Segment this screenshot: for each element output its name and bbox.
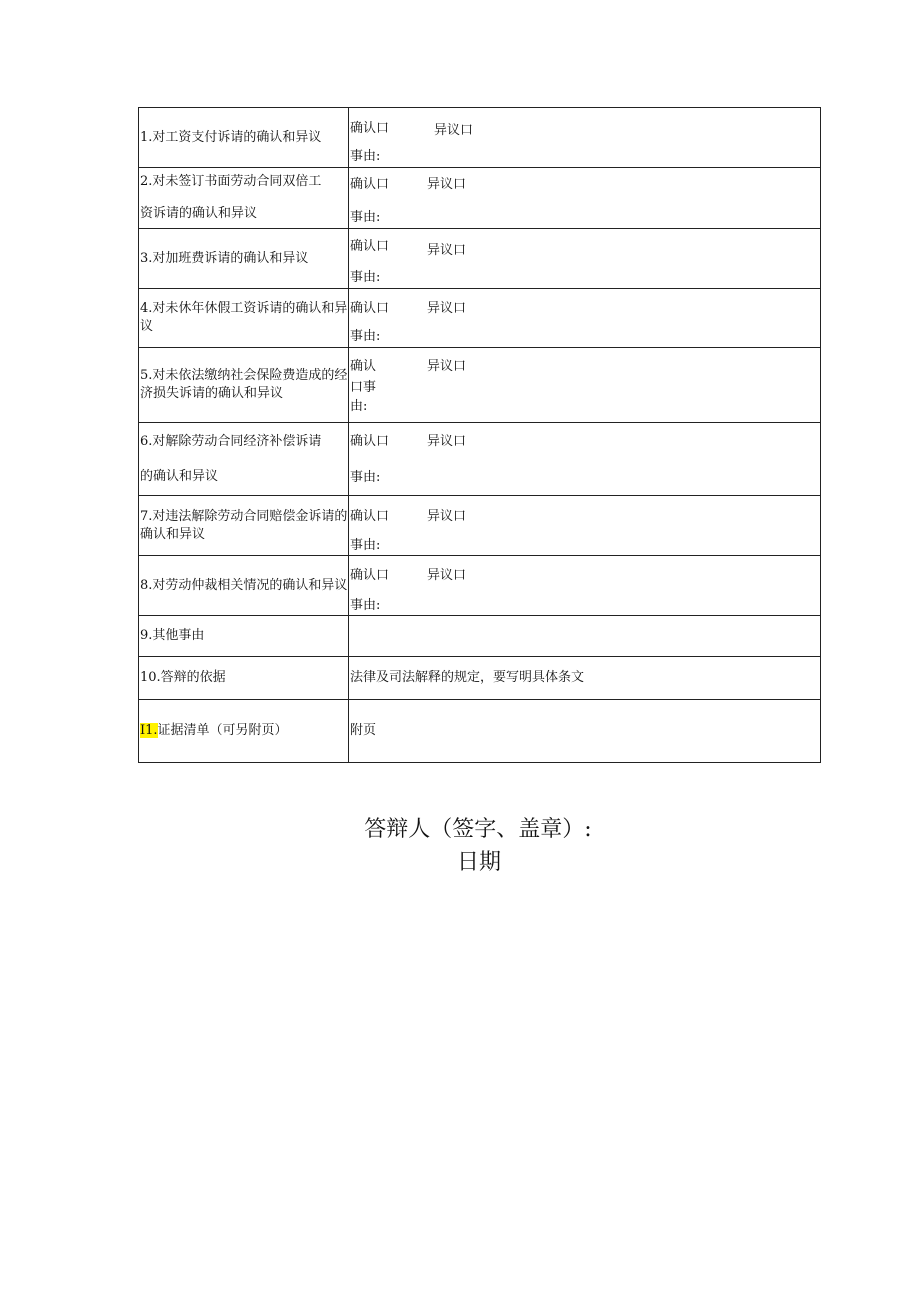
dispute-checkbox[interactable]: 异议口: [427, 177, 467, 192]
dispute-checkbox[interactable]: 异议口: [427, 359, 467, 374]
answer-cell: [349, 496, 821, 556]
table-row: [139, 423, 821, 496]
signature-date: 日期: [456, 850, 501, 875]
answer-cell: [349, 229, 821, 289]
evidence-label-text: 证据清单（可另附页）: [157, 723, 288, 738]
evidence-label: [139, 700, 349, 763]
answer-cell: [349, 348, 821, 423]
table-row: [139, 348, 821, 423]
dispute-checkbox[interactable]: 异议口: [427, 301, 467, 316]
row-label: [139, 168, 349, 229]
reason-field[interactable]: 事由:: [350, 329, 381, 344]
row-label: 3.对加班费诉请的确认和异议: [139, 229, 349, 289]
table-row: [139, 657, 821, 700]
dispute-checkbox[interactable]: 异议口: [427, 509, 467, 524]
reason-field[interactable]: 事由:: [350, 598, 381, 613]
row-label-line: 的确认和异议: [140, 468, 219, 484]
confirm-checkbox[interactable]: 确认口: [350, 239, 390, 254]
row-label-line: 6.对解除劳动合同经济补偿诉请: [140, 433, 322, 449]
reason-field-continued: 由:: [350, 399, 368, 414]
dispute-checkbox[interactable]: 异议口: [427, 434, 467, 449]
table-row: [139, 556, 821, 616]
reason-field[interactable]: 事由:: [350, 270, 381, 285]
table-row: [139, 496, 821, 556]
dispute-checkbox[interactable]: 异议口: [434, 123, 474, 138]
table-row: [139, 168, 821, 229]
row-label: 1.对工资支付诉请的确认和异议: [139, 108, 349, 168]
dispute-checkbox[interactable]: 异议口: [427, 243, 467, 258]
answer-cell: [349, 423, 821, 496]
answer-cell: [349, 289, 821, 348]
confirm-checkbox[interactable]: 确认口: [350, 121, 390, 136]
answer-cell: [349, 108, 821, 168]
confirm-checkbox[interactable]: 确认: [350, 359, 377, 374]
answer-cell: [349, 556, 821, 616]
basis-field[interactable]: 法律及司法解释的规定，要写明具体条文: [349, 657, 821, 700]
row-label-line: 2.对未签订书面劳动合同双倍工: [140, 174, 322, 189]
reason-field[interactable]: 事由:: [350, 210, 381, 225]
other-reasons-field[interactable]: [349, 616, 821, 657]
row-label: 5.对未依法缴纳社会保险费造成的经济损失诉请的确认和异议: [139, 348, 349, 423]
table-row: [139, 108, 821, 168]
table-row: [139, 289, 821, 348]
defense-form-table: [138, 107, 821, 763]
reason-field[interactable]: 事由:: [350, 470, 381, 485]
row-label: 4.对未休年休假工资诉请的确认和异议: [139, 289, 349, 348]
reason-field[interactable]: 事由:: [350, 149, 381, 164]
confirm-checkbox[interactable]: 确认口: [350, 568, 390, 583]
confirm-checkbox[interactable]: 确认口: [350, 301, 390, 316]
evidence-field[interactable]: 附页: [349, 700, 821, 763]
reason-field[interactable]: 事由:: [350, 538, 381, 553]
table-row: [139, 700, 821, 763]
row-label: [139, 423, 349, 496]
row-label-line: 资诉请的确认和异议: [140, 206, 258, 221]
row-label: 8.对劳动仲裁相关情况的确认和异议: [139, 556, 349, 616]
answer-cell: [349, 168, 821, 229]
confirm-checkbox[interactable]: 确认口: [350, 434, 390, 449]
table-row: [139, 229, 821, 289]
table-row: [139, 616, 821, 657]
reason-field[interactable]: 口事: [350, 380, 377, 395]
evidence-number: I1.: [140, 723, 158, 738]
dispute-checkbox[interactable]: 异议口: [427, 568, 467, 583]
respondent-signature-line: 答辩人（签字、盖章）:: [364, 817, 592, 842]
confirm-checkbox[interactable]: 确认口: [350, 509, 390, 524]
other-reasons-label: 9.其他事由: [139, 616, 349, 657]
row-label: 7.对违法解除劳动合同赔偿金诉请的确认和异议: [139, 496, 349, 556]
basis-label: 10.答辩的依据: [139, 657, 349, 700]
confirm-checkbox[interactable]: 确认口: [350, 177, 390, 192]
